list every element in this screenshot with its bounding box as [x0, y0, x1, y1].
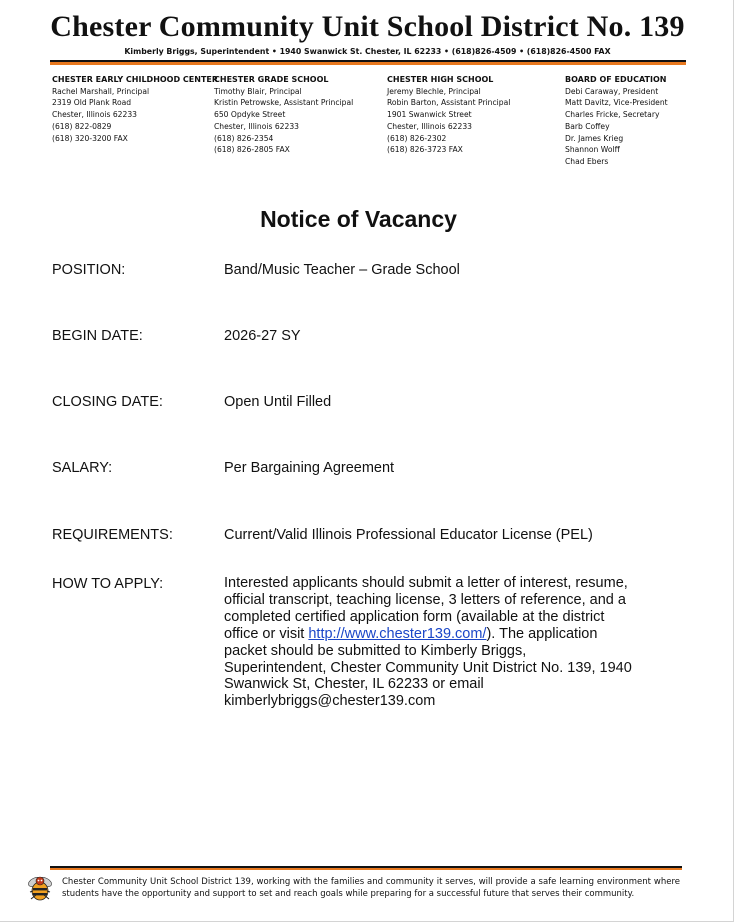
column-line: 1901 Swanwick Street: [387, 110, 472, 120]
column-line: Timothy Blair, Principal: [214, 86, 302, 96]
column-line: Kristin Petrowske, Assistant Principal: [214, 98, 354, 108]
column-heading: BOARD OF EDUCATION: [565, 75, 667, 84]
salary-value: Per Bargaining Agreement: [224, 460, 395, 476]
salary-label: SALARY:: [52, 460, 113, 476]
column-line: (618) 826-3723 FAX: [387, 145, 463, 155]
yellow-jacket-mascot-icon: [27, 873, 53, 903]
column-line: Chester, Illinois 62233: [52, 110, 138, 120]
high-school-block: [387, 74, 510, 156]
column-line: (618) 826-2805 FAX: [214, 145, 290, 155]
column-heading: CHESTER HIGH SCHOOL: [387, 75, 494, 84]
district-contact-line: Kimberly Briggs, Superintendent • 1940 Swanwick St. Chester, IL 62233 • (618)826-4509 • (618)826-4500 FAX: [124, 47, 611, 56]
apply-text-part-2: ). The application packet should be submitted to Kimberly Briggs, Superintendent, Chester Community Unit District No. 139, 1940 Swanwick St, Chester, IL 62233 or email kimberlybriggs@chester139.com: [224, 625, 632, 710]
how-to-apply-label: HOW TO APPLY:: [52, 576, 164, 592]
early-childhood-center-block: [52, 74, 218, 144]
closing-date-label: CLOSING DATE:: [52, 394, 163, 410]
column-line: Charles Fricke, Secretary: [565, 110, 660, 120]
how-to-apply-text: [224, 575, 632, 710]
closing-date-value: Open Until Filled: [224, 394, 332, 410]
grade-school-block: [214, 74, 353, 156]
begin-date-label: BEGIN DATE:: [52, 328, 143, 344]
board-of-education-block: [565, 74, 668, 168]
district-website-link[interactable]: http://www.chester139.com/: [308, 625, 487, 642]
column-line: (618) 826-2354: [214, 133, 274, 143]
column-line: Matt Davitz, Vice-President: [565, 98, 668, 108]
position-label: POSITION:: [52, 262, 126, 278]
apply-text-part-1: Interested applicants should submit a letter of interest, resume, official transcript, teaching license, 3 letters of reference, and a completed certified application form (available at the district office or visit: [224, 575, 628, 642]
letterhead-rule-orange: [50, 62, 686, 65]
column-line: Dr. James Krieg: [565, 133, 624, 143]
column-line: Jeremy Blechle, Principal: [387, 86, 481, 96]
column-heading: CHESTER EARLY CHILDHOOD CENTER: [52, 75, 219, 84]
mission-statement: Chester Community Unit School District 139, working with the families and community it serves, will provide a safe learning environment where students have the opportunity and support to set and reach goals while preparing for a successful future that serves their community.: [62, 877, 680, 899]
requirements-label: REQUIREMENTS:: [52, 527, 173, 543]
column-line: (618) 822-0829: [52, 121, 112, 131]
column-line: Chad Ebers: [565, 156, 609, 166]
column-line: Debi Caraway, President: [565, 86, 659, 96]
column-line: Barb Coffey: [565, 121, 610, 131]
column-line: Robin Barton, Assistant Principal: [387, 98, 511, 108]
notice-title: Notice of Vacancy: [260, 206, 457, 232]
column-heading: CHESTER GRADE SCHOOL: [214, 75, 329, 84]
column-line: 2319 Old Plank Road: [52, 98, 132, 108]
column-line: Chester, Illinois 62233: [387, 121, 473, 131]
column-line: Shannon Wolff: [565, 145, 620, 155]
requirements-value: Current/Valid Illinois Professional Educator License (PEL): [224, 527, 593, 543]
column-line: (618) 826-2302: [387, 133, 447, 143]
district-name: Chester Community Unit School District No. 139: [50, 10, 685, 43]
column-line: 650 Opdyke Street: [214, 110, 286, 120]
column-line: Rachel Marshall, Principal: [52, 86, 150, 96]
position-value: Band/Music Teacher – Grade School: [224, 262, 460, 278]
begin-date-value: 2026-27 SY: [224, 328, 301, 344]
footer-rule-orange: [50, 868, 682, 870]
column-line: Chester, Illinois 62233: [214, 121, 300, 131]
column-line: (618) 320-3200 FAX: [52, 133, 128, 143]
